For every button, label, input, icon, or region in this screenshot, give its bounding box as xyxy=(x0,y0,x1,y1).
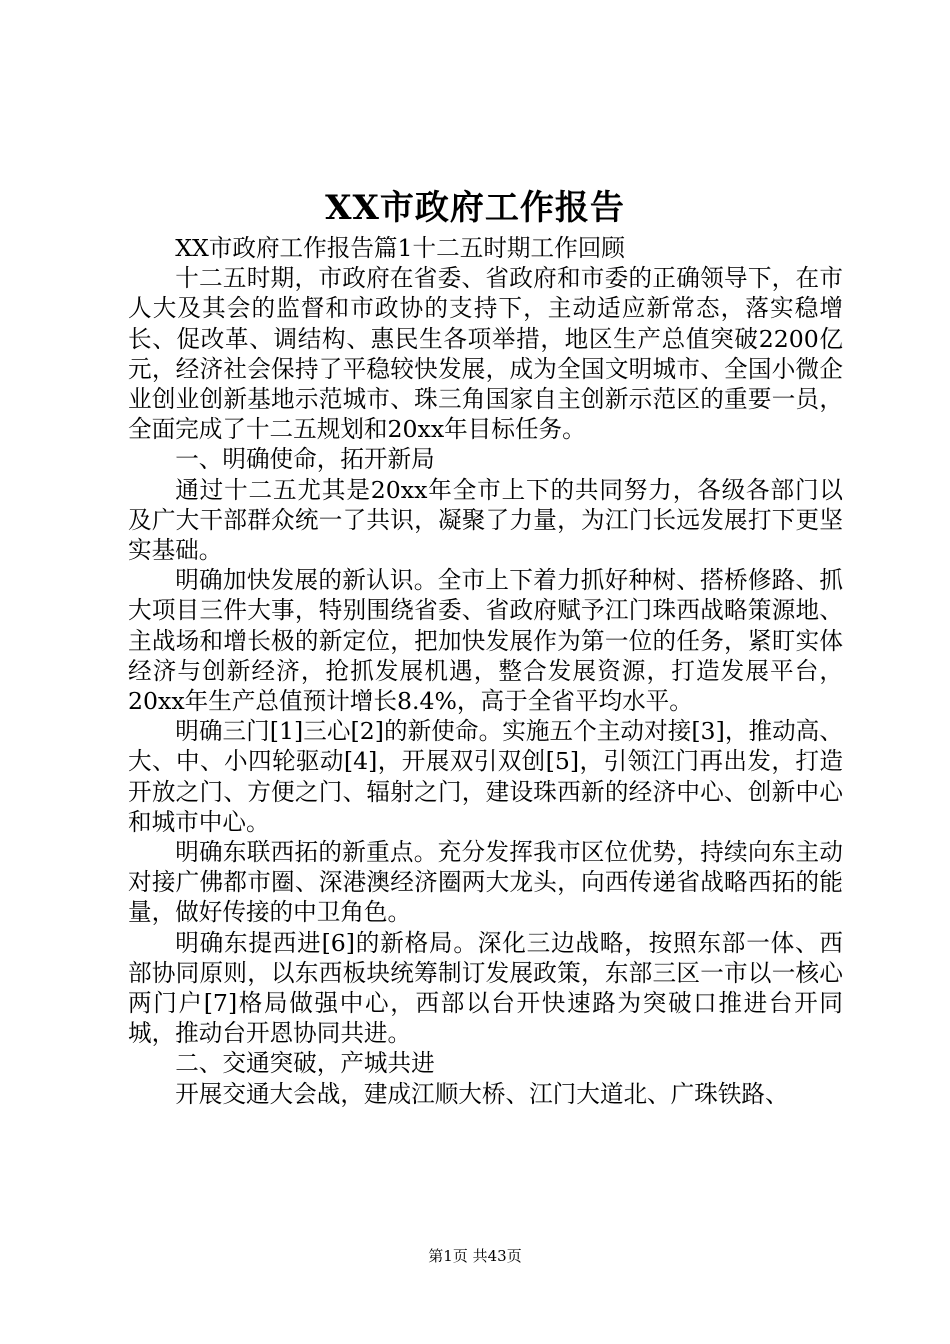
paragraph: 明确三门[1]三心[2]的新使命。实施五个主动对接[3]，推动高、大、中、小四轮驱动[4]，开展双引双创[5]，引领江门再出发，打造开放之门、方便之门、辐射之门，建设珠西新的经济中心、创新中心和城市中心。 xyxy=(128,717,843,836)
section-heading: 二、交通突破，产城共进 xyxy=(175,1049,435,1078)
paragraph: 开展交通大会战，建成江顺大桥、江门大道北、广珠铁路、 xyxy=(175,1079,789,1108)
paragraph: 明确加快发展的新认识。全市上下着力抓好种树、搭桥修路、抓大项目三件大事，特别围绕省委、省政府赋予江门珠西战略策源地、主战场和增长极的新定位，把加快发展作为第一位的任务，紧盯实体经济与创新经济，抢抓发展机遇，整合发展资源，打造发展平台，20xx年生产总值预计增长8.4%，高于全省平均水平。 xyxy=(128,566,843,716)
paragraph: 十二五时期，市政府在省委、省政府和市委的正确领导下，在市人大及其会的监督和市政协的支持下，主动适应新常态，落实稳增长、促改革、调结构、惠民生各项举措，地区生产总值突破2200亿元，经济社会保持了平稳较快发展，成为全国文明城市、全国小微企业创业创新基地示范城市、珠三角国家自主创新示范区的重要一员，全面完成了十二五规划和20xx年目标任务。 xyxy=(128,264,843,444)
page-footer: 第1页 共43页 xyxy=(428,1247,522,1265)
document-title: XX市政府工作报告 xyxy=(325,188,625,228)
paragraph: 明确东提西进[6]的新格局。深化三边战略，按照东部一体、西部协同原则，以东西板块统筹制订发展政策，东部三区一市以一核心两门户[7]格局做强中心，西部以台开快速路为突破口推进台开同城，推动台开恩协同共进。 xyxy=(128,928,843,1048)
paragraph: 明确东联西拓的新重点。充分发挥我市区位优势，持续向东主动对接广佛都市圈、深港澳经济圈两大龙头，向西传递省战略西拓的能量，做好传接的中卫角色。 xyxy=(128,838,843,927)
paragraph: 通过十二五尤其是20xx年全市上下的共同努力，各级各部门以及广大干部群众统一了共识，凝聚了力量，为江门长远发展打下更坚实基础。 xyxy=(128,475,843,565)
section-heading: XX市政府工作报告篇1十二五时期工作回顾 xyxy=(175,234,625,262)
document-body xyxy=(128,233,843,1109)
section-heading: 一、明确使命，拓开新局 xyxy=(175,445,435,474)
